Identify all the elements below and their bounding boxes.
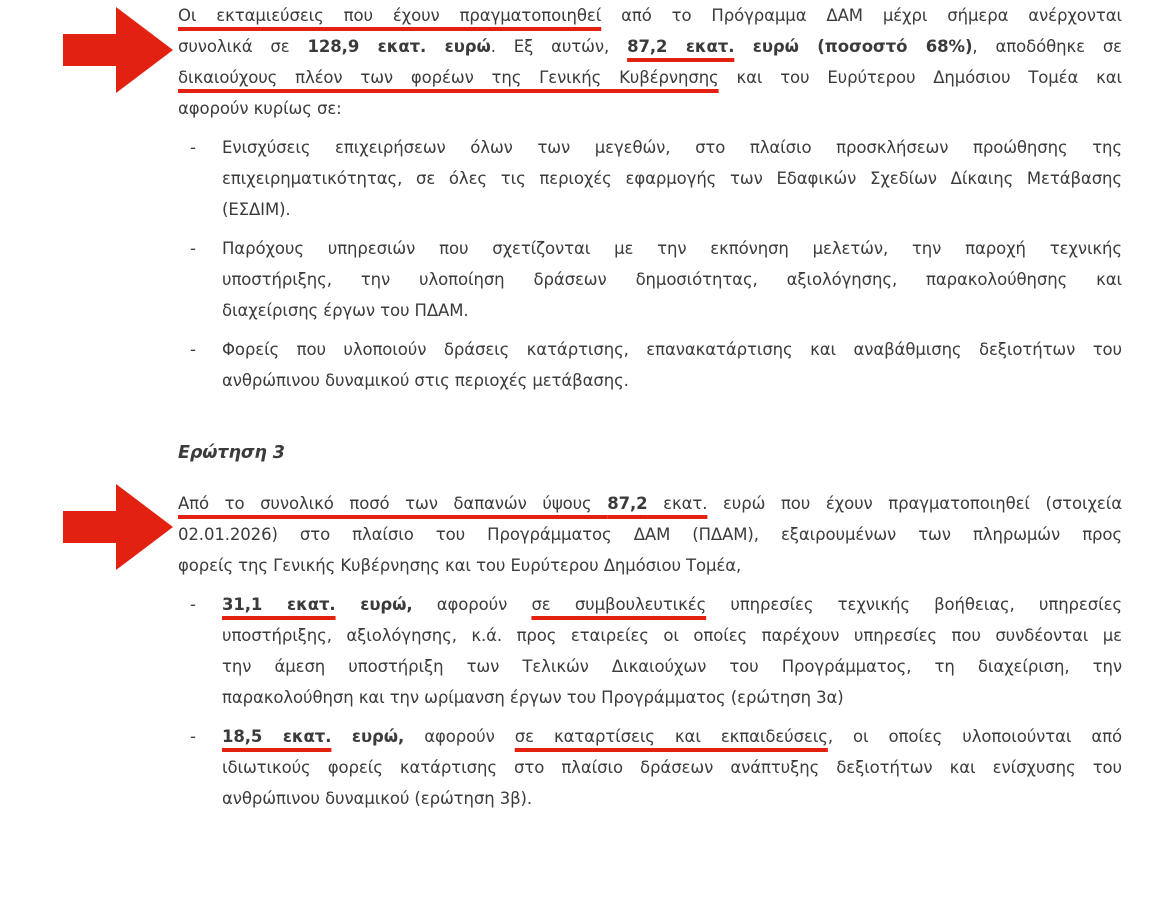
- text-segment: αφορούν: [404, 727, 515, 746]
- text-line: [178, 62, 1122, 93]
- text-line: [222, 163, 1122, 194]
- text-segment: , οι οποίες υλοποιούνται από: [827, 727, 1122, 746]
- text-segment: την άμεση υποστήριξη των Τελικών Δικαιούχων του Προγράμματος, τη διαχείριση, την: [222, 657, 1122, 676]
- red-arrow-right-icon: [63, 7, 173, 93]
- document-body: [178, 0, 1122, 814]
- bullet-dash-icon: -: [190, 340, 196, 359]
- text-line: [178, 31, 1122, 62]
- text-segment: από το Πρόγραμμα ΔΑΜ μέχρι σήμερα ανέρχονται: [601, 6, 1122, 25]
- text-segment: 128,9 εκατ. ευρώ: [307, 37, 491, 56]
- red-underlined-text: δικαιούχους πλέον των φορέων της Γενικής Κυβέρνησης: [178, 68, 719, 87]
- bullet-text: [222, 589, 1122, 713]
- text-line: [222, 620, 1122, 651]
- text-segment: (ΕΣΔΙΜ).: [222, 200, 291, 219]
- text-segment: φορείς της Γενικής Κυβέρνησης και του Ευρύτερου Δημόσιου Τομέα,: [178, 556, 742, 575]
- text-line: [178, 438, 1122, 469]
- text-segment: επιχειρηματικότητας, σε όλες τις περιοχές εφαρμογής των Εδαφικών Σχεδίων Δίκαιης Μετάβασης: [222, 169, 1122, 188]
- red-underlined-text: 87,2: [607, 494, 648, 513]
- text-line: [178, 0, 1122, 31]
- text-line: [222, 295, 1122, 326]
- text-line: [178, 488, 1122, 519]
- bullet-dash-icon: -: [190, 727, 196, 746]
- bullet-dash-icon: -: [190, 239, 196, 258]
- text-segment: Φορείς που υλοποιούν δράσεις κατάρτισης, επανακατάρτισης και αναβάθμισης δεξιοτήτων του: [222, 340, 1122, 359]
- red-underlined-text: σε καταρτίσεις και εκπαιδεύσεις: [514, 727, 828, 746]
- text-line: [222, 721, 1122, 752]
- text-line: [222, 783, 1122, 814]
- text-line: [178, 519, 1122, 550]
- text-segment: , αποδόθηκε σε: [972, 37, 1122, 56]
- red-underlined-text: Οι εκταμιεύσεις που έχουν πραγματοποιηθεί: [178, 6, 602, 25]
- bullet-item: [178, 721, 1122, 814]
- text-segment: και του Ευρύτερου Δημόσιου Τομέα και: [718, 68, 1122, 87]
- text-segment: Ενισχύσεις επιχειρήσεων όλων των μεγεθών, στο πλαίσιο προσκλήσεων προώθησης της: [222, 138, 1122, 157]
- red-arrow-right-icon: [63, 484, 173, 570]
- bullet-item: [178, 334, 1122, 396]
- paragraph: [178, 0, 1122, 124]
- bullet-dash-icon: -: [190, 138, 196, 157]
- red-underlined-text: 31,1 εκατ.: [222, 595, 336, 614]
- text-segment: υποστήριξης, την υλοποίηση δράσεων δημοσιότητας, αξιολόγησης, παρακολούθησης και: [222, 270, 1122, 289]
- text-line: [178, 550, 1122, 581]
- text-line: [222, 589, 1122, 620]
- bullet-item: [178, 233, 1122, 326]
- text-segment: υπηρεσίες τεχνικής βοήθειας, υπηρεσίες: [706, 595, 1122, 614]
- text-line: [178, 93, 1122, 124]
- text-segment: ανθρώπινου δυναμικού (ερώτηση 3β).: [222, 789, 533, 808]
- text-line: [222, 132, 1122, 163]
- text-line: [222, 365, 1122, 396]
- text-segment: . Εξ αυτών,: [490, 37, 628, 56]
- text-segment: συνολικά σε: [178, 37, 308, 56]
- text-segment: αφορούν κυρίως σε:: [178, 99, 342, 118]
- text-segment: 02.01.2026) στο πλαίσιο του Προγράμματος ΔΑΜ (ΠΔΑΜ), εξαιρουμένων των πληρωμών προς: [178, 525, 1122, 544]
- text-segment: ευρώ,: [331, 727, 405, 746]
- text-segment: ευρώ,: [335, 595, 413, 614]
- text-segment: υποστήριξης, αξιολόγησης, κ.ά. προς εταιρείες οι οποίες παρέχουν υπηρεσίες που συνδέονται με: [222, 626, 1122, 645]
- bullet-text: [222, 233, 1122, 326]
- paragraph: [178, 488, 1122, 581]
- red-underlined-text: 87,2 εκατ.: [627, 37, 735, 56]
- text-segment: διαχείρισης έργων του ΠΔΑΜ.: [222, 301, 469, 320]
- text-segment: Ερώτηση 3: [178, 443, 285, 463]
- bullet-item: [178, 589, 1122, 713]
- bullet-item: [178, 132, 1122, 225]
- text-segment: παρακολούθηση και την ωρίμανση έργων του Προγράμματος (ερώτηση 3α): [222, 688, 844, 707]
- text-segment: ευρώ που έχουν πραγματοποιηθεί (στοιχεία: [707, 494, 1122, 513]
- bullet-dash-icon: -: [190, 595, 196, 614]
- text-segment: ανθρώπινου δυναμικού στις περιοχές μετάβασης.: [222, 371, 629, 390]
- text-segment: αφορούν: [412, 595, 532, 614]
- bullet-text: [222, 334, 1122, 396]
- text-segment: Παρόχους υπηρεσιών που σχετίζονται με την εκπόνηση μελετών, την παροχή τεχνικής: [222, 239, 1122, 258]
- red-underlined-text: σε συμβουλευτικές: [531, 595, 707, 614]
- text-segment: ευρώ (ποσοστό 68%): [734, 37, 973, 56]
- bullet-text: [222, 132, 1122, 225]
- red-underlined-text: Από το συνολικό ποσό των δαπανών ύψους: [178, 494, 608, 513]
- text-line: [222, 682, 1122, 713]
- text-line: [222, 752, 1122, 783]
- red-underlined-text: 18,5 εκατ.: [222, 727, 332, 746]
- red-underlined-text: εκατ.: [647, 494, 708, 513]
- text-line: [222, 651, 1122, 682]
- bullet-text: [222, 721, 1122, 814]
- text-line: [222, 194, 1122, 225]
- text-line: [222, 233, 1122, 264]
- section-heading: [178, 438, 1122, 469]
- text-line: [222, 334, 1122, 365]
- text-line: [222, 264, 1122, 295]
- text-segment: ιδιωτικούς φορείς κατάρτισης στο πλαίσιο δράσεων ανάπτυξης δεξιοτήτων και ενίσχυσης του: [222, 758, 1122, 777]
